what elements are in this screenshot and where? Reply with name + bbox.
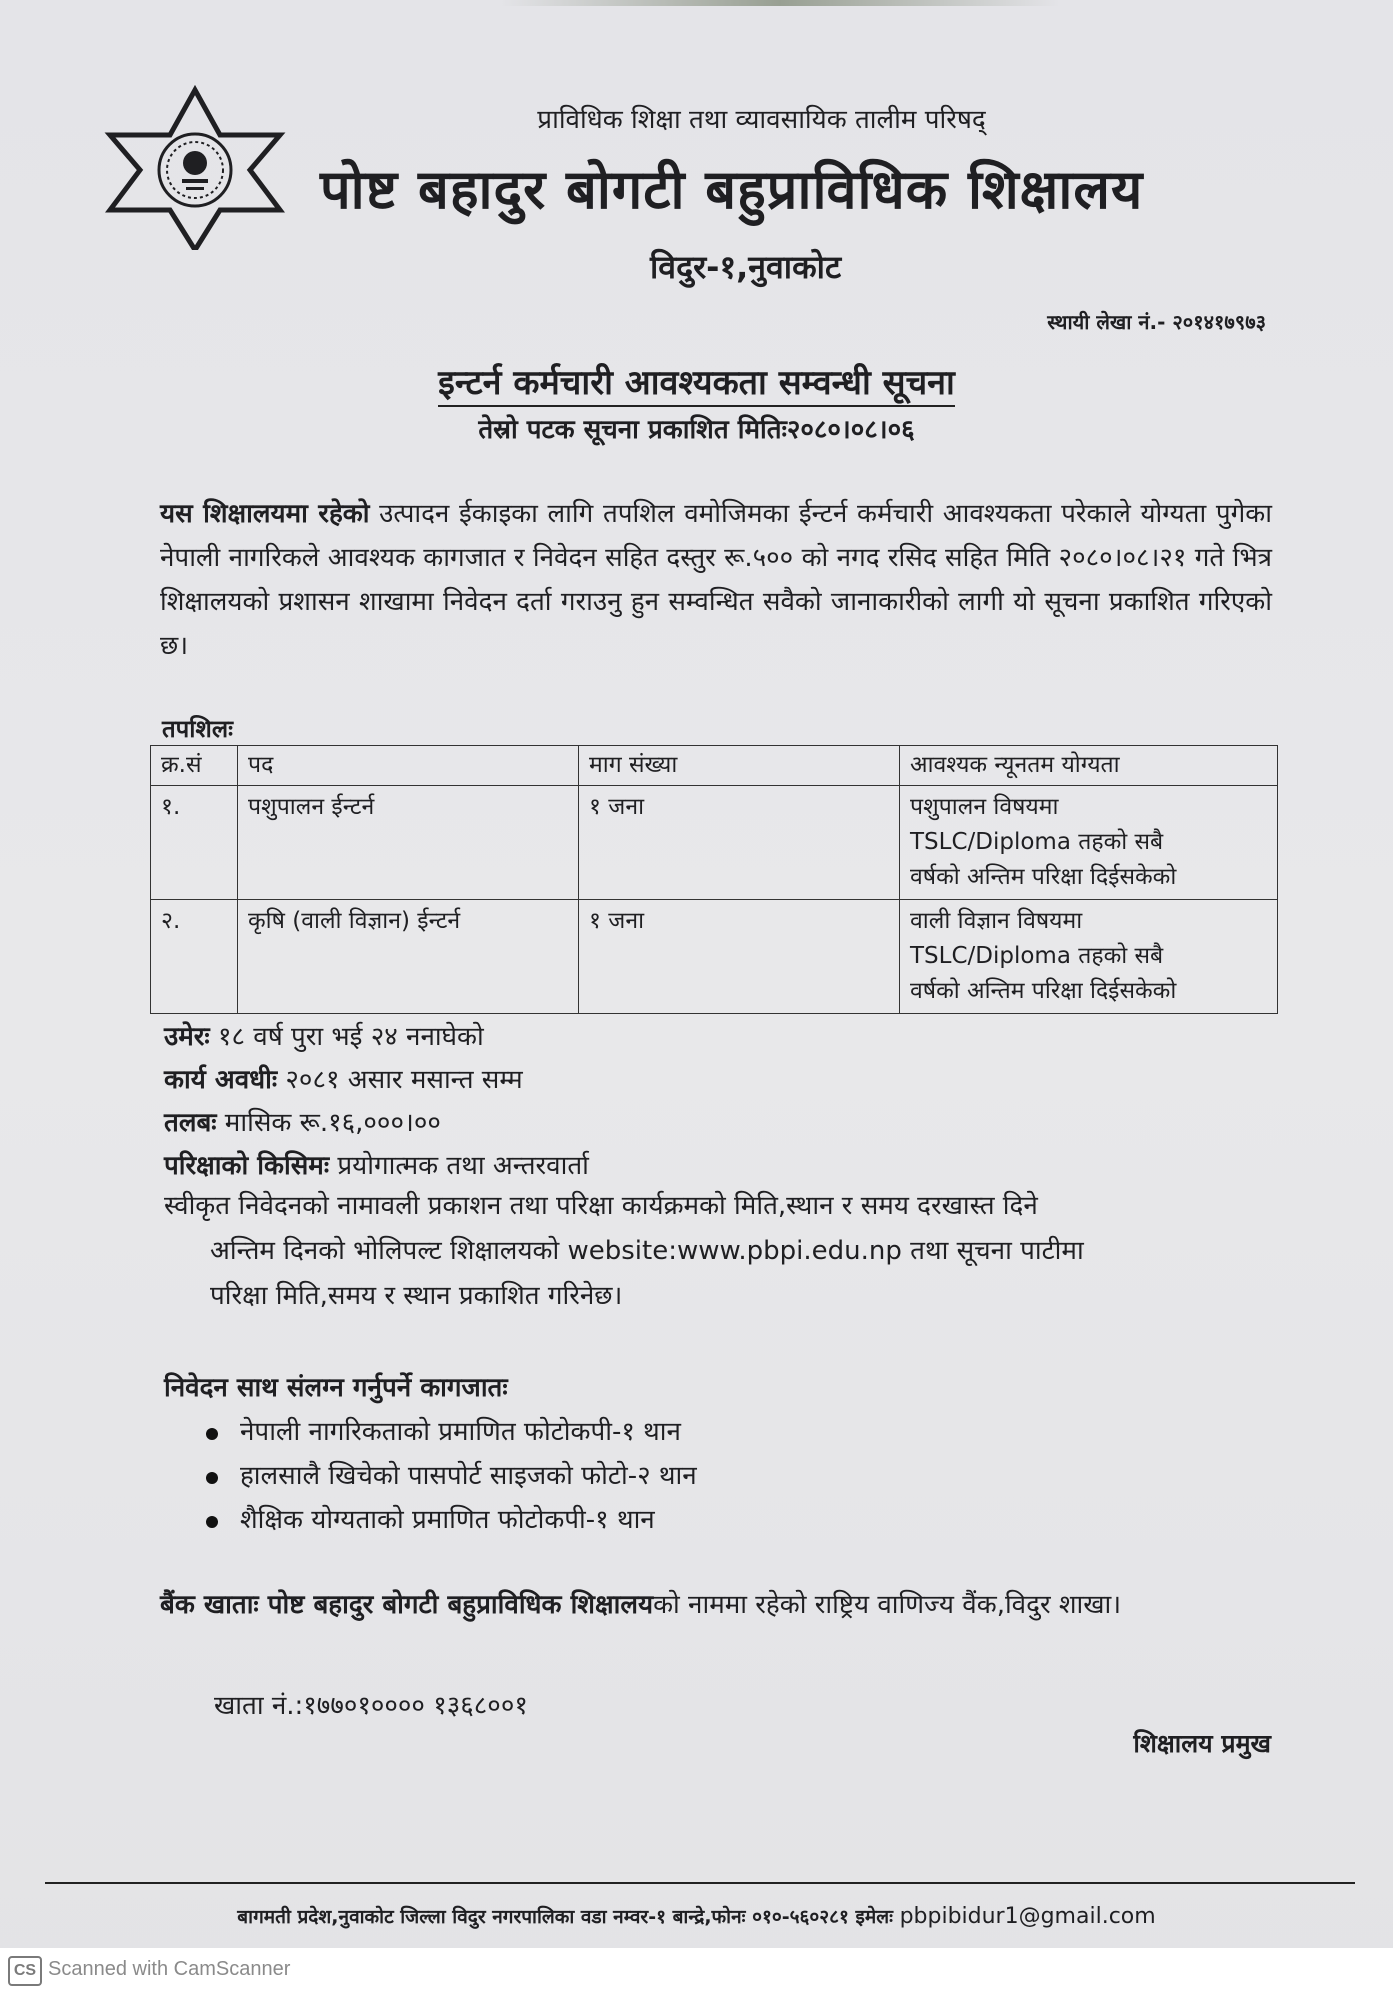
- scanner-watermark-text: Scanned with CamScanner: [48, 1958, 291, 1980]
- camscanner-logo-icon: CS: [8, 1956, 42, 1986]
- exam-type-line: [164, 1145, 589, 1188]
- exam-type-value: प्रयोगात्मक तथा अन्तरवार्ता: [329, 1151, 589, 1181]
- qualification-line: पशुपालन विषयमा: [910, 794, 1059, 820]
- duration-line: [164, 1059, 589, 1102]
- age-line: [164, 1016, 589, 1059]
- permanent-account-number: स्थायी लेखा नं.- २०१४१७९७३: [1047, 310, 1266, 334]
- bank-text: को नाममा रहेको राष्ट्रिय वाणिज्य वैंक,विदुर शाखा।: [653, 1590, 1122, 1620]
- duration-label: कार्य अवधीः: [164, 1065, 278, 1095]
- note-line: अन्तिम दिनको भोलिपल्ट शिक्षालयको website:www.pbpi.edu.np तथा सूचना पाटीमा: [210, 1236, 1084, 1266]
- exam-type-label: परिक्षाको किसिमः: [164, 1151, 330, 1181]
- duration-value: २०८१ असार मसान्त सम्म: [277, 1065, 523, 1095]
- job-facts: [164, 1016, 589, 1188]
- intro-lead: यस शिक्षालयमा रहेको: [160, 499, 370, 529]
- notice-title-text: इन्टर्न कर्मचारी आवश्यकता सम्वन्धी सूचना: [438, 363, 955, 407]
- note-line: स्वीकृत निवेदनको नामावली प्रकाशन तथा परिक्षा कार्यक्रमको मिति,स्थान र समय दरखास्त दिने: [164, 1191, 1038, 1221]
- salary-value: मासिक रू.१६,०००।००: [216, 1108, 441, 1138]
- notice-title: [0, 358, 1393, 404]
- cell-count: १ जना: [579, 900, 900, 1014]
- footer-contact: [0, 1903, 1393, 1929]
- notice-subtitle: तेस्रो पटक सूचना प्रकाशित मितिः२०८०।०८।०६: [478, 415, 915, 445]
- exam-schedule-note: [164, 1184, 1264, 1319]
- intro-body: उत्पादन ईकाइका लागि तपशिल वमोजिमका ईन्टर्न कर्मचारी आवश्यकता परेकाले योग्यता पुगेका नेपाली नागरिकले आवश्यक कागजात र निवेदन सहित दस्तुर रू.५०० को नगद रसिद सहित मिति २०८०।०८।२१ गते भित्र शिक्षालयको प्रशासन शाखामा निवेदन दर्ता गराउनु हुन सम्वन्धित सवैको जानाकारीको लागी यो सूचना प्रकाशित गरिएको छ।: [160, 499, 1272, 661]
- cell-post: पशुपालन ईन्टर्न: [238, 786, 579, 900]
- details-label: तपशिलः: [162, 715, 233, 743]
- cell-qualification: [900, 900, 1278, 1014]
- salary-line: [164, 1102, 589, 1145]
- bank-details: [160, 1580, 1270, 1630]
- cell-sn: २.: [151, 900, 238, 1014]
- table-row: [151, 786, 1278, 900]
- list-item: शैक्षिक योग्यताको प्रमाणित फोटोकपी-१ थान: [200, 1498, 697, 1542]
- table-header-row: [151, 746, 1278, 786]
- qualification-line: वर्षको अन्तिम परिक्षा दिईसकेको: [910, 864, 1177, 890]
- institute-name: पोष्ट बहादुर बोगटी बहुप्राविधिक शिक्षालय: [320, 158, 1144, 221]
- footer-divider: [45, 1882, 1355, 1884]
- cell-qualification: [900, 786, 1278, 900]
- documents-list: [200, 1410, 697, 1542]
- signatory-title: शिक्षालय प्रमुख: [1133, 1729, 1271, 1758]
- age-label: उमेरः: [164, 1022, 210, 1052]
- bank-label: बैंक खाताः पोष्ट बहादुर बोगटी बहुप्राविधिक शिक्षालय: [160, 1590, 654, 1620]
- col-header-count: माग संख्या: [579, 746, 900, 786]
- table-row: [151, 900, 1278, 1014]
- col-header-qualification: आवश्यक न्यूनतम योग्यता: [900, 746, 1278, 786]
- notice-intro: [160, 492, 1272, 668]
- list-item: नेपाली नागरिकताको प्रमाणित फोटोकपी-१ थान: [200, 1410, 697, 1454]
- institute-address: विदुर-१,नुवाकोट: [650, 248, 842, 286]
- scanner-watermark-bar: [0, 1948, 1393, 1994]
- age-value: १८ वर्ष पुरा भई २४ ननाघेको: [209, 1022, 484, 1052]
- salary-label: तलबः: [164, 1108, 217, 1138]
- footer-email: pbpibidur1@gmail.com: [899, 1904, 1156, 1929]
- cell-post: कृषि (वाली विज्ञान) ईन्टर्न: [238, 900, 579, 1014]
- qualification-line: वाली विज्ञान विषयमा: [910, 908, 1083, 934]
- col-header-sn: क्र.सं: [151, 746, 238, 786]
- vacancy-table: [150, 745, 1278, 1014]
- bank-account-number: खाता नं.:१७७०१०००० १३६८००१: [214, 1691, 528, 1721]
- col-header-post: पद: [238, 746, 579, 786]
- qualification-line: TSLC/Diploma तहको सबै: [910, 943, 1164, 969]
- qualification-line: TSLC/Diploma तहको सबै: [910, 829, 1164, 855]
- cell-sn: १.: [151, 786, 238, 900]
- footer-address: बागमती प्रदेश,नुवाकोट जिल्ला विदुर नगरपालिका वडा नम्वर-१ बान्द्रे,फोनः ०१०-५६०२८१ इमेलः: [237, 1906, 893, 1928]
- council-name: प्राविधिक शिक्षा तथा व्यावसायिक तालीम परिषद्: [537, 105, 986, 135]
- cell-count: १ जना: [579, 786, 900, 900]
- documents-heading: निवेदन साथ संलग्न गर्नुपर्ने कागजातः: [164, 1373, 508, 1403]
- qualification-line: वर्षको अन्तिम परिक्षा दिईसकेको: [910, 978, 1177, 1004]
- note-line: परिक्षा मिति,समय र स्थान प्रकाशित गरिनेछ।: [210, 1281, 623, 1311]
- list-item: हालसालै खिचेको पासपोर्ट साइजको फोटो-२ थान: [200, 1454, 697, 1498]
- top-edge: [500, 0, 1060, 6]
